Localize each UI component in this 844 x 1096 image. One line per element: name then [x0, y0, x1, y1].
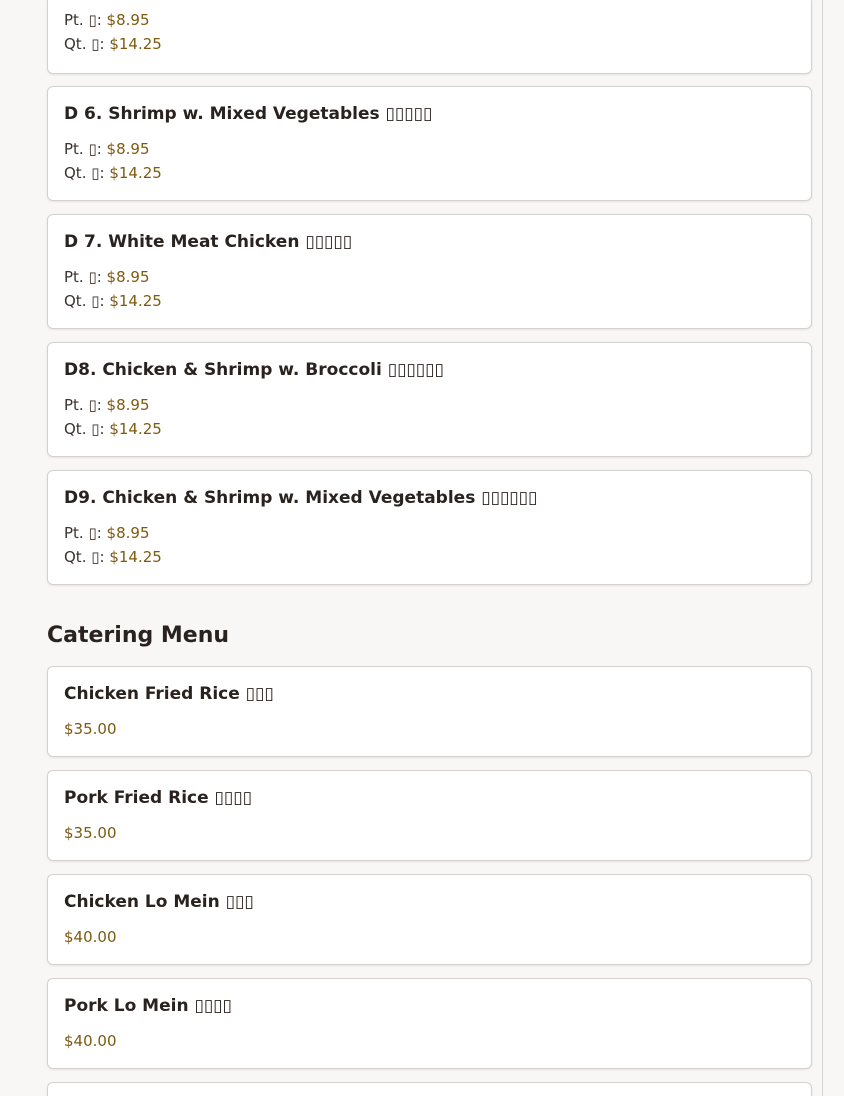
catering-item-card[interactable]	[47, 666, 812, 757]
quart-price-line	[64, 289, 795, 313]
pint-price: $8.95	[106, 396, 150, 414]
pint-price-line	[64, 265, 795, 289]
catering-item-name: Chicken Lo Mein ▯▯▯	[64, 892, 254, 912]
pint-label: Pt. ▯:	[64, 524, 107, 542]
dish-card[interactable]	[47, 342, 812, 457]
quart-price: $14.25	[109, 548, 162, 566]
catering-item-name: Chicken Fried Rice ▯▯▯	[64, 684, 274, 704]
catering-item-card[interactable]	[47, 770, 812, 861]
pint-price: $8.95	[106, 524, 150, 542]
dish-name: D 7. White Meat Chicken ▯▯▯▯▯	[64, 232, 353, 252]
page-right-border	[822, 0, 823, 1096]
catering-item-price: $35.00	[64, 824, 117, 842]
pint-label: Pt. ▯:	[64, 140, 107, 158]
pint-price-line	[64, 137, 795, 161]
dish-card[interactable]	[47, 86, 812, 201]
quart-label: Qt. ▯:	[64, 420, 110, 438]
dish-list	[47, 86, 812, 598]
dish-card[interactable]	[47, 214, 812, 329]
quart-price-line	[64, 161, 795, 185]
quart-price-line	[64, 417, 795, 441]
catering-item-name: Pork Fried Rice ▯▯▯▯	[64, 788, 252, 808]
pint-price: $8.95	[106, 11, 150, 29]
catering-list	[47, 666, 812, 1096]
quart-price-line	[64, 32, 795, 56]
quart-label: Qt. ▯:	[64, 164, 110, 182]
quart-price: $14.25	[109, 164, 162, 182]
dish-list-top	[47, 0, 812, 87]
quart-price: $14.25	[109, 35, 162, 53]
dish-card[interactable]	[47, 470, 812, 585]
dish-card-partial	[47, 0, 812, 74]
pint-label: Pt. ▯:	[64, 396, 107, 414]
quart-label: Qt. ▯:	[64, 292, 110, 310]
dish-name: D9. Chicken & Shrimp w. Mixed Vegetables ▯▯▯▯▯▯	[64, 488, 538, 508]
catering-item-card[interactable]	[47, 874, 812, 965]
section-heading: Catering Menu	[47, 623, 230, 648]
pint-price-line	[64, 8, 795, 32]
quart-price: $14.25	[109, 420, 162, 438]
pint-price-line	[64, 393, 795, 417]
quart-label: Qt. ▯:	[64, 35, 110, 53]
pint-price: $8.95	[106, 268, 150, 286]
pint-price: $8.95	[106, 140, 150, 158]
quart-price-line	[64, 545, 795, 569]
catering-item-card-partial[interactable]	[47, 1082, 812, 1096]
catering-item-price: $40.00	[64, 928, 117, 946]
catering-item-price: $35.00	[64, 720, 117, 738]
catering-item-price: $40.00	[64, 1032, 117, 1050]
catering-item-name: Pork Lo Mein ▯▯▯▯	[64, 996, 232, 1016]
catering-heading-wrap	[47, 622, 812, 650]
catering-item-card[interactable]	[47, 978, 812, 1069]
pint-label: Pt. ▯:	[64, 268, 107, 286]
quart-price: $14.25	[109, 292, 162, 310]
pint-price-line	[64, 521, 795, 545]
quart-label: Qt. ▯:	[64, 548, 110, 566]
dish-name: D8. Chicken & Shrimp w. Broccoli ▯▯▯▯▯▯	[64, 360, 444, 380]
dish-name: D 6. Shrimp w. Mixed Vegetables ▯▯▯▯▯	[64, 104, 433, 124]
pint-label: Pt. ▯:	[64, 11, 107, 29]
